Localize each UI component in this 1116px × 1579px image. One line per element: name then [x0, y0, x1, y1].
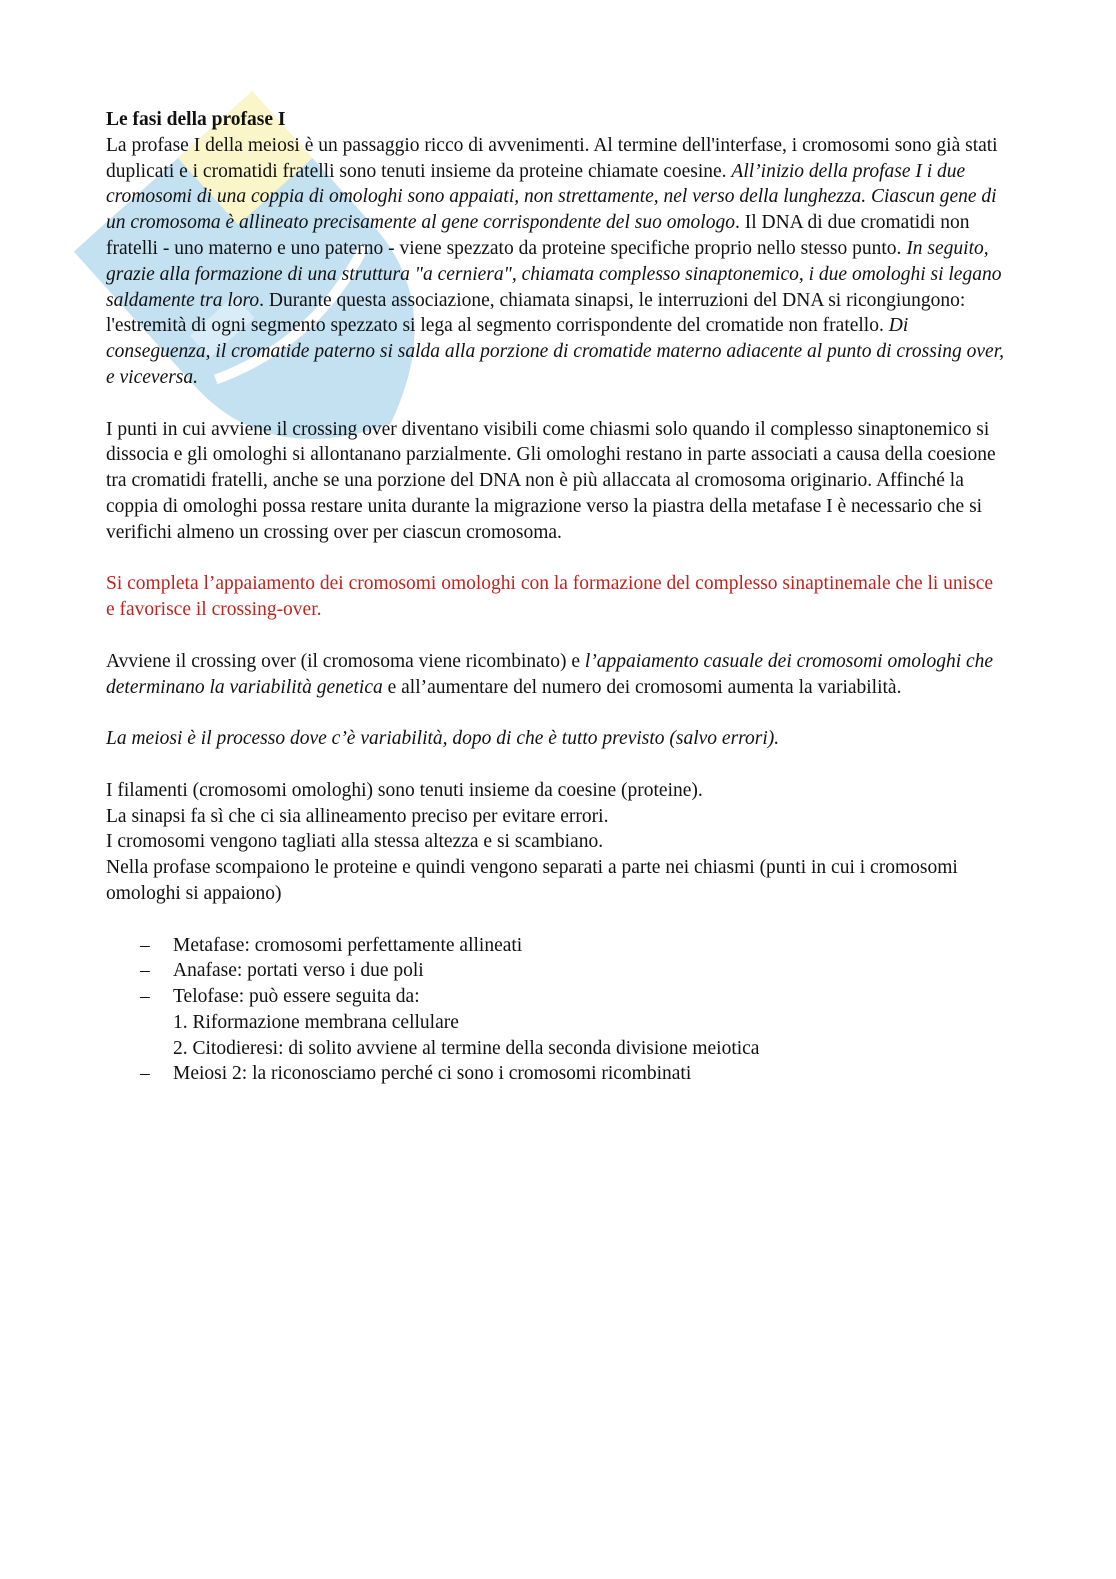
list-item	[106, 933, 1006, 959]
highlight-paragraph: Si completa l’appaiamento dei cromosomi omologhi con la formazione del complesso sinaptinemale che li unisce e favorisce il crossing-over.	[106, 573, 994, 621]
italic-segment: All’inizio della profase I i due cromosomi di una coppia di omologhi sono appaiati, non strettamente, nel verso della lunghezza. Ciascun gene di un cromosoma è allineato precisamente al gene corrispondente del suo omologo	[106, 160, 997, 234]
list-item-text: – Telofase: può essere seguita da:	[173, 986, 420, 1008]
note-line: Nella profase scompaiono le proteine e quindi vengono separati a parte nei chiasmi (punti in cui i cromosomi omologhi si appaiono)	[106, 857, 958, 904]
sub-list-item: 2. Citodieresi: di solito avviene al termine della seconda divisione meiotica	[173, 1037, 760, 1059]
italic-segment: La meiosi è il processo dove c’è variabilità, dopo di che è tutto previsto (salvo errori).	[106, 728, 780, 750]
note-line: La sinapsi fa sì che ci sia allineamento preciso per evitare errori.	[106, 805, 609, 827]
list-item-text: Metafase: cromosomi perfettamente allineati	[173, 934, 523, 956]
paragraph-4	[106, 649, 1006, 701]
paragraph-1	[106, 133, 1006, 391]
document-body	[106, 107, 1006, 1087]
italic-segment: In seguito, grazie alla formazione di una struttura "a cerniera", chiamata complesso sinaptonemico, i due omologhi si legano saldamente tra loro	[106, 237, 1002, 311]
list-item-text: Anafase: portati verso i due poli	[173, 960, 424, 982]
sub-list-item: 1. Riformazione membrana cellulare	[173, 1011, 459, 1033]
text-segment: Avviene il crossing over (il cromosoma viene ricombinato) e	[106, 650, 585, 672]
section-title: Le fasi della profase I	[106, 109, 286, 130]
text-segment: . Durante questa associazione, chiamata sinapsi, le interruzioni del DNA si ricongiungono: l'estremità di ogni segmento spezzato si lega al segmento corrispondente del cromatide non fratello.	[106, 289, 966, 337]
italic-segment: l’appaiamento casuale dei cromosomi omologhi che determinano la variabilità genetica	[106, 650, 994, 698]
list-item	[106, 1061, 1006, 1087]
phases-list	[106, 933, 1006, 1088]
list-item	[106, 984, 1006, 1061]
text-segment: La profase I della meiosi è un passaggio ricco di avvenimenti. Al termine dell'interfase, i cromosomi sono già stati duplicati e i cromatidi fratelli sono tenuti insieme da proteine chiamate coesine.	[106, 134, 998, 182]
paragraph-5	[106, 726, 1006, 752]
text-segment: e all’aumentare del numero dei cromosomi aumenta la variabilità.	[382, 676, 902, 698]
text-segment: . Il DNA di due cromatidi non fratelli - uno materno e uno paterno - viene spezzato da proteine specifiche proprio nello stesso punto.	[106, 212, 970, 259]
note-line: I filamenti (cromosomi omologhi) sono tenuti insieme da coesine (proteine).	[106, 779, 703, 801]
paragraph-2: I punti in cui avviene il crossing over diventano visibili come chiasmi solo quando il complesso sinaptonemico si dissocia e gli omologhi si allontanano parzialmente. Gli omologhi restano in parte associati a causa della coesione tra cromatidi fratelli, anche se una porzione del DNA non è più allaccata al cromosoma originario. Affinché la coppia di omologhi possa restare unita durante la migrazione verso la piastra della metafase I è necessario che si verifichi almeno un crossing over per ciascun cromosoma.	[106, 418, 996, 543]
list-item	[106, 958, 1006, 984]
list-item-text: Meiosi 2: la riconosciamo perché ci sono i cromosomi ricombinati	[173, 1063, 692, 1085]
note-line: I cromosomi vengono tagliati alla stessa altezza e si scambiano.	[106, 831, 604, 853]
italic-segment: Di conseguenza, il cromatide paterno si salda alla porzione di cromatide materno adiacente al punto di crossing over, e viceversa.	[106, 315, 1004, 388]
